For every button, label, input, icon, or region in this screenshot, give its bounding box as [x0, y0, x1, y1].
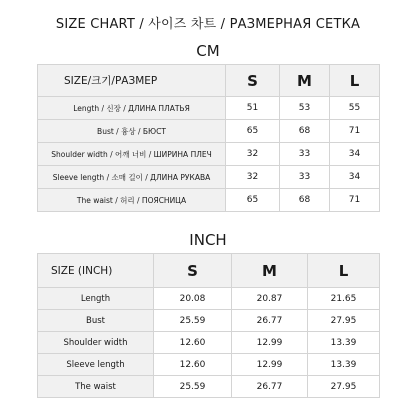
cm-cell: 65: [226, 120, 280, 143]
inch-row-length: [38, 288, 380, 310]
cm-cell: 32: [226, 166, 280, 189]
cm-section-title: CM: [196, 42, 220, 60]
inch-cell: 26.77: [232, 376, 308, 398]
cm-cell: 65: [226, 189, 280, 212]
cm-row-shoulder: [38, 143, 380, 166]
inch-size-m: M: [232, 254, 308, 288]
cm-cell: 33: [280, 143, 330, 166]
cm-cell: 33: [280, 166, 330, 189]
inch-row-shoulder: [38, 332, 380, 354]
inch-header-row: [38, 254, 380, 288]
inch-cell: 27.95: [308, 310, 380, 332]
inch-size-s: S: [154, 254, 232, 288]
cm-size-s: S: [226, 65, 280, 97]
inch-row-label: Shoulder width: [38, 332, 154, 354]
inch-cell: 20.08: [154, 288, 232, 310]
cm-header-label: SIZE/크기/РАЗМЕР: [38, 65, 226, 97]
cm-size-table: [37, 64, 380, 212]
inch-cell: 12.99: [232, 354, 308, 376]
cm-cell: 71: [330, 120, 380, 143]
cm-cell: 68: [280, 120, 330, 143]
inch-row-label: Bust: [38, 310, 154, 332]
inch-cell: 12.60: [154, 354, 232, 376]
cm-row-bust: [38, 120, 380, 143]
cm-row-waist: [38, 189, 380, 212]
inch-section-title: INCH: [189, 231, 227, 249]
cm-row-label: The waist / 허리 / ПОЯСНИЦА: [38, 189, 226, 212]
cm-size-l: L: [330, 65, 380, 97]
inch-size-table: [37, 253, 380, 398]
size-chart-title: SIZE CHART / 사이즈 차트 / РАЗМЕРНАЯ СЕТКА: [55, 17, 361, 32]
inch-cell: 20.87: [232, 288, 308, 310]
cm-cell: 32: [226, 143, 280, 166]
cm-row-label: Shoulder width / 어깨 너비 / ШИРИНА ПЛЕЧ: [38, 143, 226, 166]
cm-row-label: Bust / 흉상 / БЮСТ: [38, 120, 226, 143]
inch-cell: 21.65: [308, 288, 380, 310]
cm-cell: 53: [280, 97, 330, 120]
inch-row-sleeve: [38, 354, 380, 376]
inch-row-label: Length: [38, 288, 154, 310]
inch-row-bust: [38, 310, 380, 332]
inch-size-l: L: [308, 254, 380, 288]
cm-row-label: Sleeve length / 소매 길이 / ДЛИНА РУКАВА: [38, 166, 226, 189]
cm-row-sleeve: [38, 166, 380, 189]
inch-cell: 13.39: [308, 332, 380, 354]
inch-cell: 25.59: [154, 310, 232, 332]
cm-cell: 51: [226, 97, 280, 120]
cm-row-label: Length / 신장 / ДЛИНА ПЛАТЬЯ: [38, 97, 226, 120]
cm-cell: 71: [330, 189, 380, 212]
cm-cell: 68: [280, 189, 330, 212]
inch-cell: 25.59: [154, 376, 232, 398]
inch-cell: 26.77: [232, 310, 308, 332]
cm-cell: 34: [330, 166, 380, 189]
cm-row-length: [38, 97, 380, 120]
inch-row-label: Sleeve length: [38, 354, 154, 376]
inch-header-label: SIZE (INCH): [38, 254, 154, 288]
inch-row-waist: [38, 376, 380, 398]
inch-cell: 12.99: [232, 332, 308, 354]
cm-size-m: M: [280, 65, 330, 97]
cm-cell: 34: [330, 143, 380, 166]
cm-header-row: [38, 65, 380, 97]
inch-cell: 27.95: [308, 376, 380, 398]
inch-cell: 13.39: [308, 354, 380, 376]
inch-row-label: The waist: [38, 376, 154, 398]
cm-cell: 55: [330, 97, 380, 120]
inch-cell: 12.60: [154, 332, 232, 354]
